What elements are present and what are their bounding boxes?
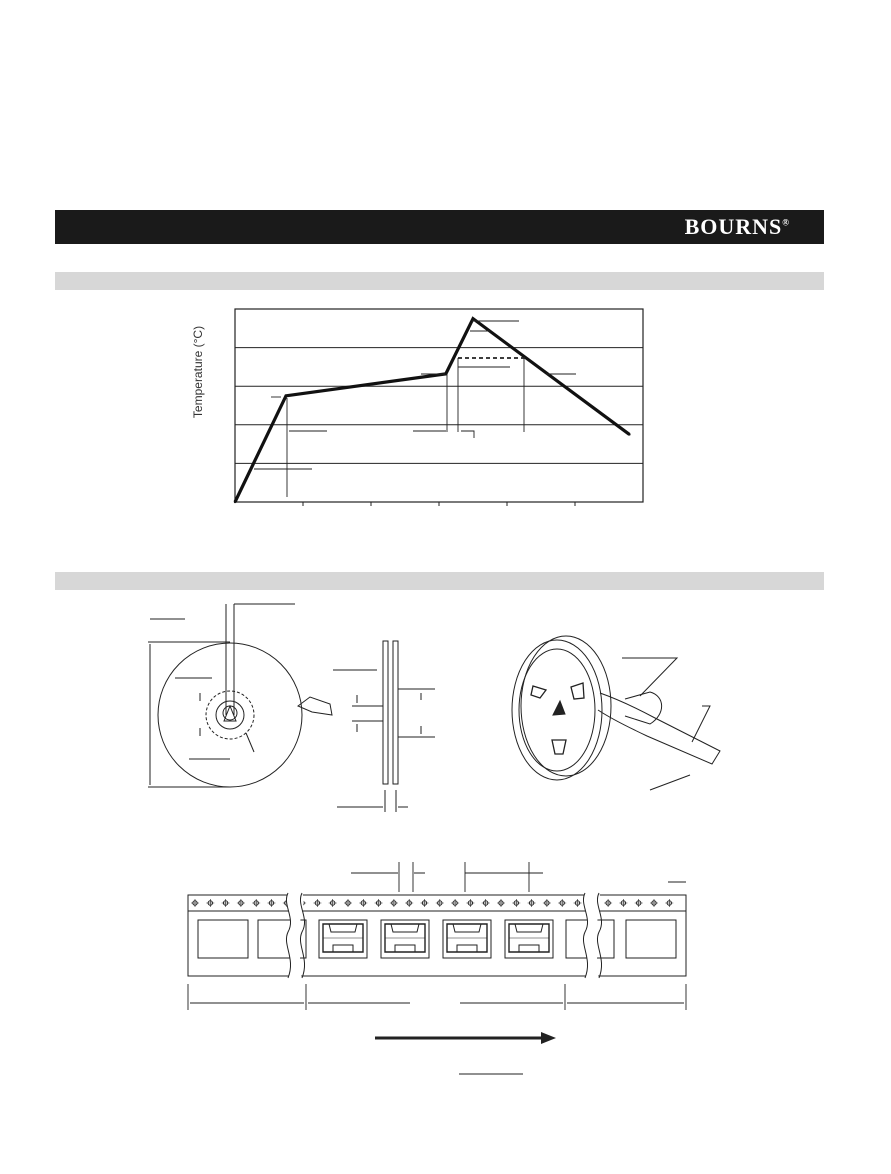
sprocket-hole-mark	[451, 899, 459, 907]
sprocket-hole-mark	[619, 899, 627, 907]
sprocket-hole-mark	[497, 899, 505, 907]
sprocket-hole-mark	[222, 899, 230, 907]
feed-direction-arrow	[375, 1032, 556, 1044]
sprocket-hole-mark	[512, 899, 520, 907]
chart-y-axis-label: Temperature (°C)	[191, 325, 205, 419]
sprocket-holes	[191, 899, 673, 907]
sprocket-hole-mark	[635, 899, 643, 907]
sprocket-hole-mark	[604, 899, 612, 907]
sprocket-hole-mark	[650, 899, 658, 907]
sprocket-hole-mark	[206, 899, 214, 907]
sprocket-hole-mark	[268, 899, 276, 907]
empty-pocket	[626, 920, 676, 958]
sprocket-hole-mark	[482, 899, 490, 907]
sprocket-hole-mark	[329, 899, 337, 907]
component-pad	[519, 945, 539, 952]
tape-breaks	[286, 893, 601, 978]
empty-pocket	[198, 920, 248, 958]
sprocket-hole-mark	[405, 899, 413, 907]
sprocket-hole-mark	[528, 899, 536, 907]
component-pad	[395, 945, 415, 952]
sprocket-hole-mark	[390, 899, 398, 907]
sprocket-hole-mark	[313, 899, 321, 907]
sprocket-hole-mark	[191, 899, 199, 907]
component-lead	[453, 924, 481, 932]
bourns-logo: BOURNS®	[684, 214, 790, 239]
component-lead	[329, 924, 357, 932]
sprocket-hole-mark	[375, 899, 383, 907]
tape-outline	[188, 895, 686, 976]
component-lead	[515, 924, 543, 932]
sprocket-hole-mark	[574, 899, 582, 907]
sprocket-hole-mark	[466, 899, 474, 907]
sprocket-hole-mark	[237, 899, 245, 907]
sprocket-hole-mark	[252, 899, 260, 907]
sprocket-hole-mark	[344, 899, 352, 907]
sprocket-hole-mark	[359, 899, 367, 907]
sprocket-hole-mark	[665, 899, 673, 907]
sprocket-hole-mark	[436, 899, 444, 907]
tape-dimension-lines	[188, 862, 686, 1074]
sprocket-hole-mark	[543, 899, 551, 907]
tape-pockets	[198, 920, 676, 958]
sprocket-hole-mark	[421, 899, 429, 907]
component-pad	[333, 945, 353, 952]
component-lead	[391, 924, 419, 932]
component-pad	[457, 945, 477, 952]
sprocket-hole-mark	[558, 899, 566, 907]
